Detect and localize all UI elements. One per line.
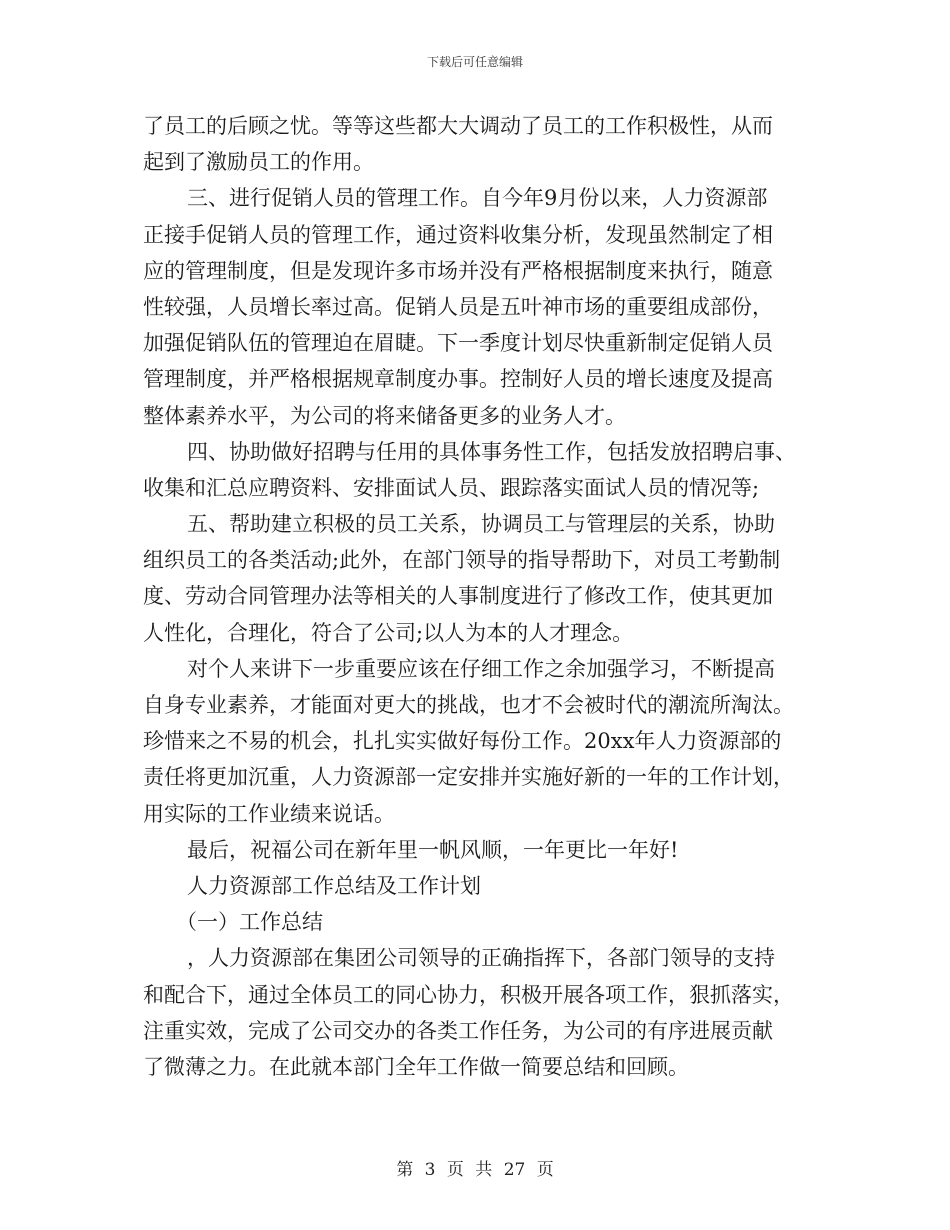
text-line: 收集和汇总应聘资料、安排面试人员、跟踪落实面试人员的情况等;	[143, 475, 760, 500]
subsection-title: （一）工作总结	[176, 910, 323, 935]
text-line: 加强促销队伍的管理迫在眉睫。下一季度计划尽快重新制定促销人员	[143, 331, 773, 356]
text-line: 整体素养水平，为公司的将来储备更多的业务人才。	[143, 403, 626, 428]
text-line: 和配合下，通过全体员工的同心协力，积极开展各项工作，狠抓落实，	[143, 982, 794, 1007]
text-line: 性较强，人员增长率过高。促销人员是五叶神市场的重要组成部份，	[143, 294, 773, 319]
text-line: 责任将更加沉重，人力资源部一定安排并实施好新的一年的工作计划，	[143, 765, 794, 790]
paragraph-line: 五、帮助建立积极的员工关系，协调员工与管理层的关系，协助	[187, 512, 775, 537]
text-line: 管理制度，并严格根据规章制度办事。控制好人员的增长速度及提高	[143, 367, 773, 392]
text-line: 人性化，合理化，符合了公司;以人为本的人才理念。	[143, 620, 634, 645]
text-line: 了微薄之力。在此就本部门全年工作做一简要总结和回顾。	[143, 1054, 689, 1079]
paragraph-line: 对个人来讲下一步重要应该在仔细工作之余加强学习，不断提高	[187, 656, 775, 681]
paragraph-line: 四、协助做好招聘与任用的具体事务性工作，包括发放招聘启事、	[187, 439, 796, 464]
document-body	[143, 108, 823, 1085]
page-header: 下载后可任意编辑	[426, 55, 523, 69]
text-line: 自身专业素养，才能面对更大的挑战，也才不会被时代的潮流所淘汰。	[143, 693, 794, 717]
text-line: 度、劳动合同管理办法等相关的人事制度进行了修改工作，使其更加	[143, 584, 773, 609]
page-number: 第 3 页 共 27 页	[396, 1160, 554, 1180]
text-line: 了员工的后顾之忧。等等这些都大大调动了员工的工作积极性，从而	[143, 114, 773, 138]
text-line: 组织员工的各类活动;此外，在部门领导的指导帮助下，对员工考勤制	[143, 548, 781, 573]
section-title: 人力资源部工作总结及工作计划	[187, 873, 481, 898]
text-line: 起到了激励员工的作用。	[143, 150, 374, 175]
text-line: 正接手促销人员的管理工作，通过资料收集分析，发现虽然制定了相	[143, 222, 773, 247]
paragraph-line: 最后，祝福公司在新年里一帆风顺，一年更比一年好!	[187, 837, 679, 862]
text-line: 用实际的工作业绩来说话。	[143, 801, 395, 826]
paragraph-line: ，人力资源部在集团公司领导的正确指挥下，各部门领导的支持	[187, 946, 775, 971]
paragraph-line: 三、进行促销人员的管理工作。自今年9月份以来，人力资源部	[187, 186, 768, 211]
text-line: 注重实效，完成了公司交办的各类工作任务，为公司的有序进展贡献	[143, 1018, 773, 1043]
text-line: 应的管理制度，但是发现许多市场并没有严格根据制度来执行，随意	[143, 258, 773, 283]
text-line: 珍惜来之不易的机会，扎扎实实做好每份工作。20xx年人力资源部的	[143, 729, 782, 754]
